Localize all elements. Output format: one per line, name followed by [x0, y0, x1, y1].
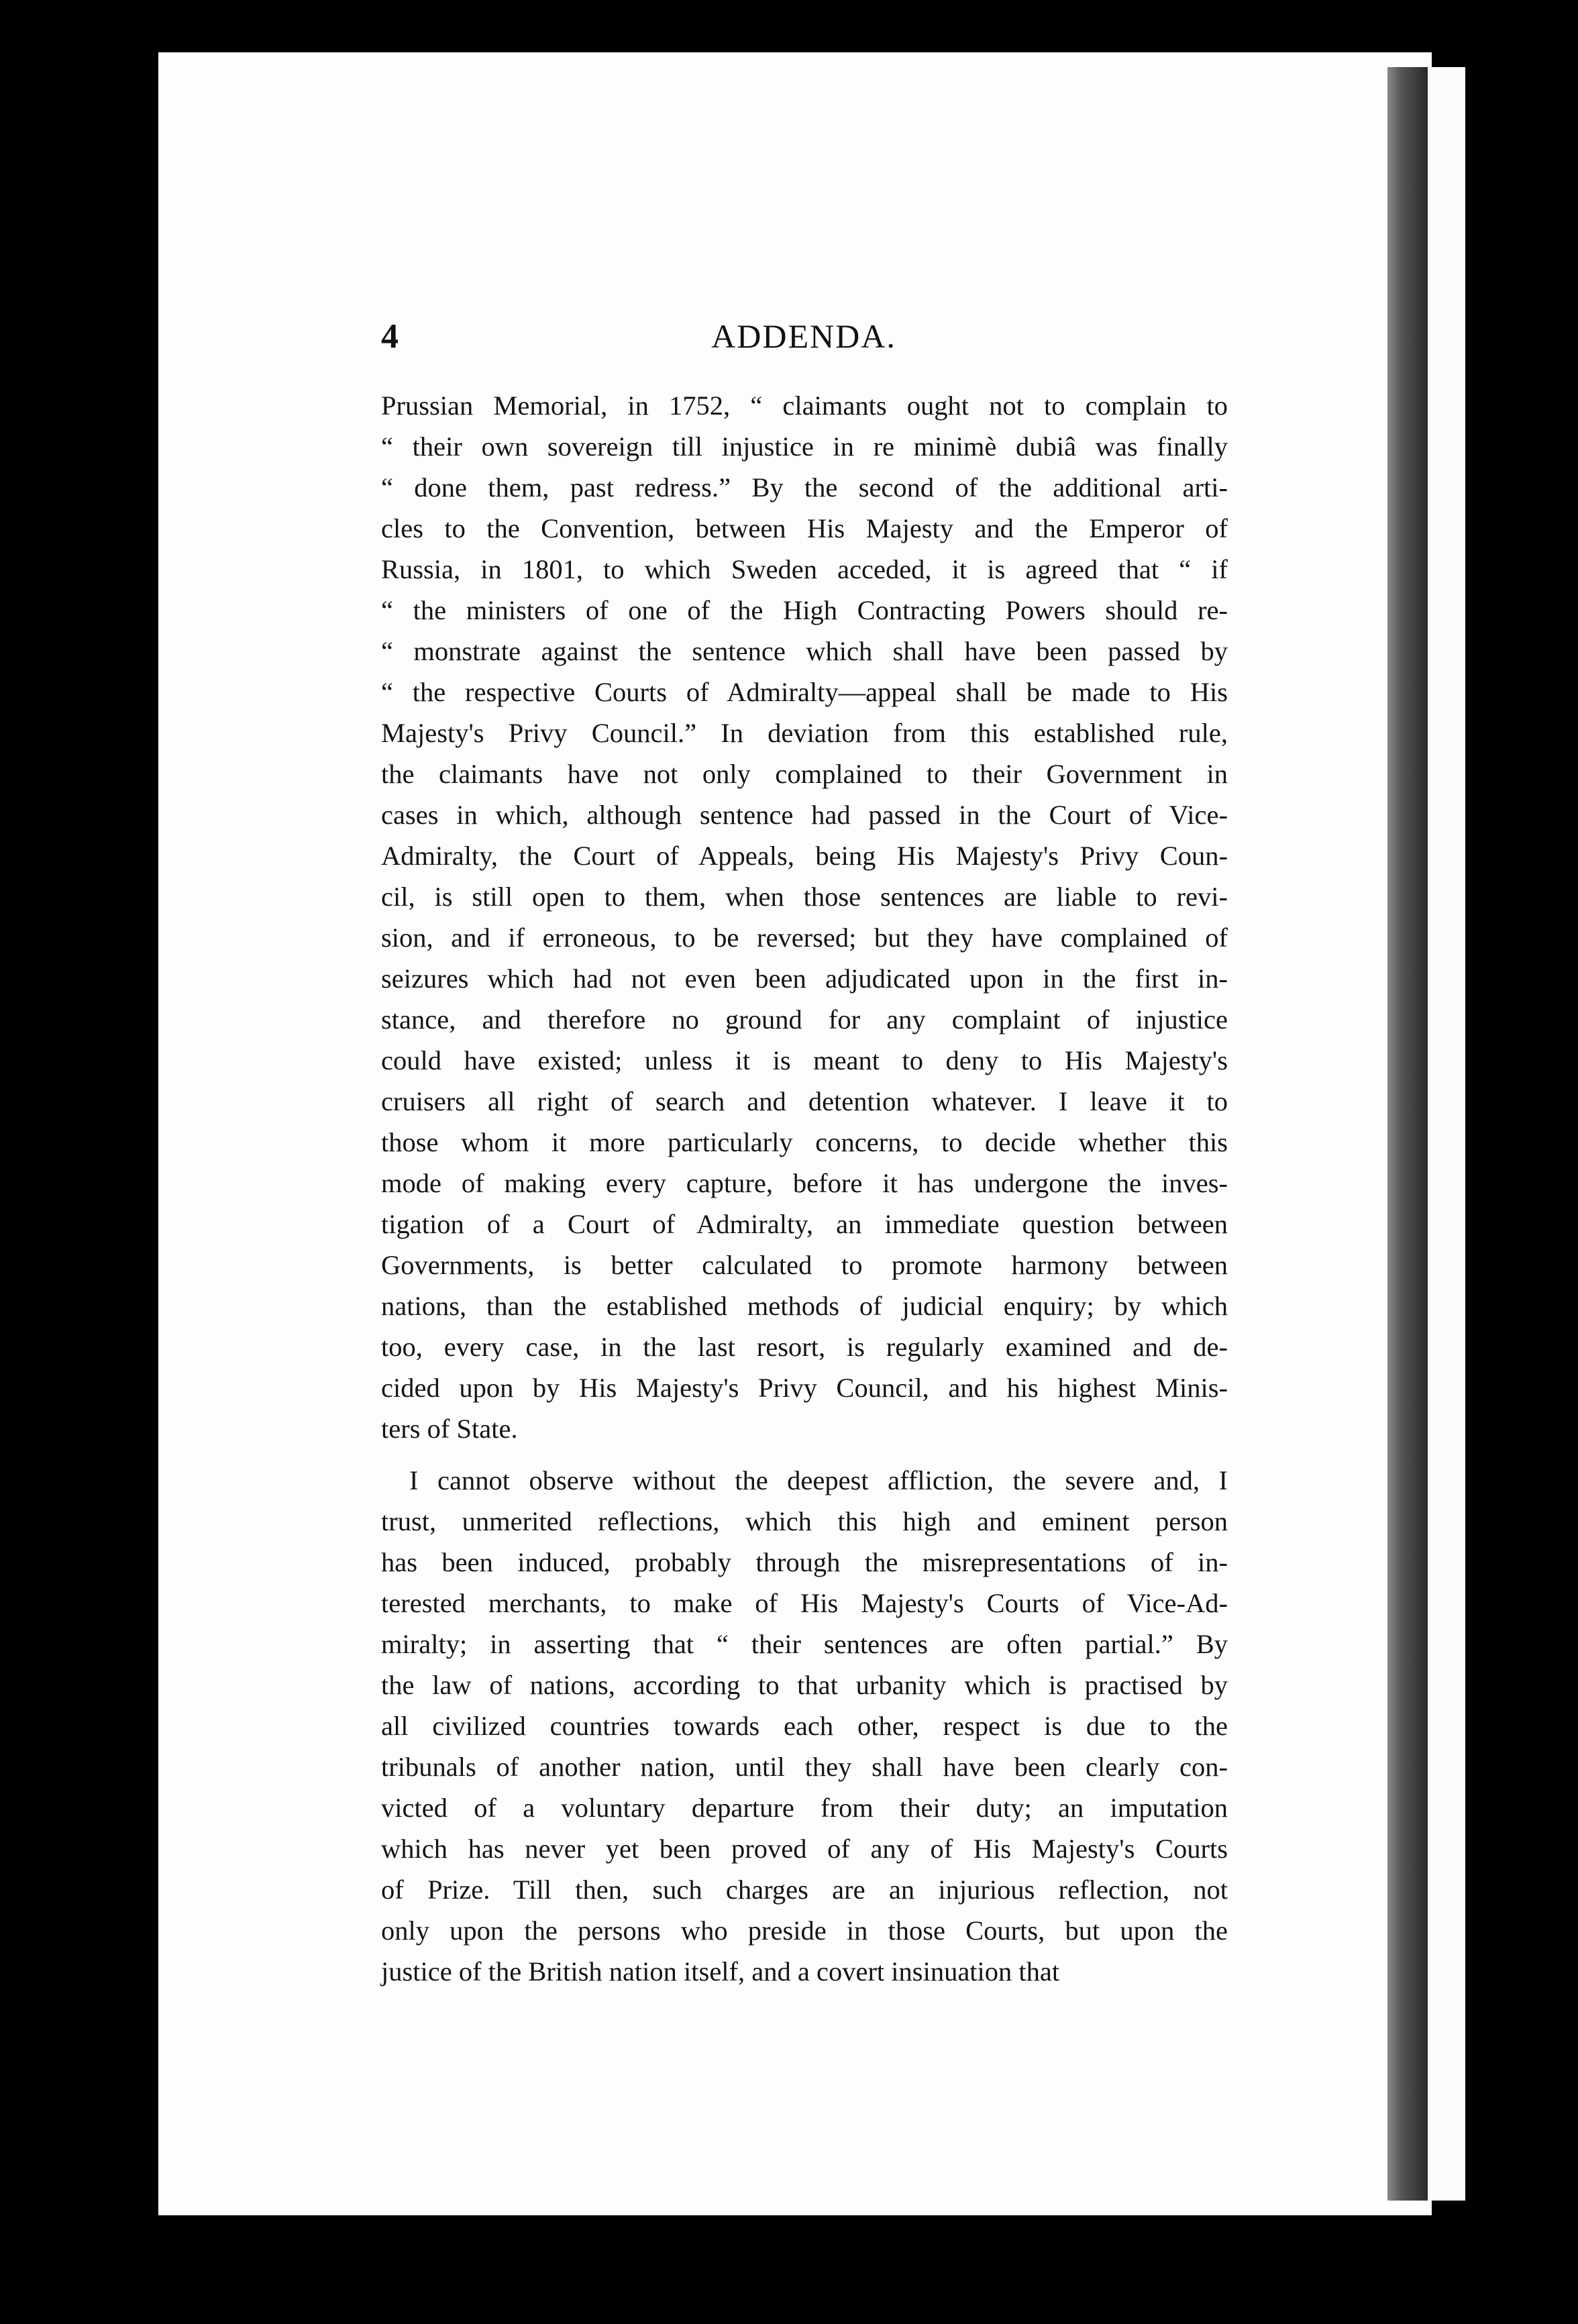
- text-line: Russia, in 1801, to which Sweden acceded, it is agreed that “ if: [381, 554, 1228, 584]
- text-line: terested merchants, to make of His Majesty's Courts of Vice-Ad-: [381, 1588, 1228, 1618]
- text-line: only upon the persons who preside in those Courts, but upon the: [381, 1915, 1228, 1946]
- text-line: of Prize. Till then, such charges are an injurious reflection, not: [381, 1874, 1228, 1905]
- text-line: “ the ministers of one of the High Contracting Powers should re-: [381, 595, 1228, 625]
- text-line: justice of the British nation itself, and a covert insinuation that: [381, 1956, 1060, 1987]
- text-line: cles to the Convention, between His Majesty and the Emperor of: [381, 513, 1228, 543]
- text-line: “ monstrate against the sentence which shall have been passed by: [381, 636, 1228, 666]
- binding-gutter-shadow: [1387, 67, 1428, 2201]
- text-line: Prussian Memorial, in 1752, “ claimants ought not to complain to: [381, 390, 1228, 421]
- text-line: Majesty's Privy Council.” In deviation from this established rule,: [381, 718, 1228, 748]
- text-line: tigation of a Court of Admiralty, an immediate question between: [381, 1209, 1228, 1239]
- text-line: cided upon by His Majesty's Privy Council, and his highest Minis-: [381, 1373, 1228, 1403]
- text-line: Governments, is better calculated to promote harmony between: [381, 1250, 1228, 1280]
- text-line: too, every case, in the last resort, is regularly examined and de-: [381, 1332, 1228, 1362]
- text-line: cruisers all right of search and detention whatever. I leave it to: [381, 1086, 1228, 1116]
- text-line: those whom it more particularly concerns, to decide whether this: [381, 1127, 1228, 1157]
- page-number: 4: [381, 317, 399, 356]
- text-line: the claimants have not only complained to their Government in: [381, 759, 1228, 789]
- text-line: “ done them, past redress.” By the second of the additional arti-: [381, 472, 1228, 503]
- text-line: miralty; in asserting that “ their sentences are often partial.” By: [381, 1629, 1228, 1659]
- text-line: victed of a voluntary departure from their duty; an imputation: [381, 1793, 1228, 1823]
- text-line: “ their own sovereign till injustice in re minimè dubiâ was finally: [381, 431, 1228, 462]
- text-line: trust, unmerited reflections, which this high and eminent person: [381, 1506, 1228, 1536]
- text-line: has been induced, probably through the misrepresentations of in-: [381, 1547, 1228, 1577]
- facing-page-edge: [1428, 67, 1465, 2201]
- text-line: sion, and if erroneous, to be reversed; but they have complained of: [381, 922, 1228, 953]
- text-line: ters of State.: [381, 1414, 518, 1444]
- text-line: stance, and therefore no ground for any complaint of injustice: [381, 1004, 1228, 1035]
- text-line: seizures which had not even been adjudicated upon in the first in-: [381, 963, 1228, 994]
- paragraph-1: [381, 385, 1228, 1449]
- text-line: nations, than the established methods of judicial enquiry; by which: [381, 1291, 1228, 1321]
- text-line: cil, is still open to them, when those sentences are liable to revi-: [381, 882, 1228, 912]
- text-line: “ the respective Courts of Admiralty—appeal shall be made to His: [381, 677, 1228, 707]
- text-line: tribunals of another nation, until they shall have been clearly con-: [381, 1752, 1228, 1782]
- text-line: mode of making every capture, before it has undergone the inves-: [381, 1168, 1228, 1198]
- text-line: cases in which, although sentence had passed in the Court of Vice-: [381, 800, 1228, 830]
- text-line: which has never yet been proved of any of His Majesty's Courts: [381, 1834, 1228, 1864]
- body-text: [381, 385, 1228, 1992]
- page-header: [381, 317, 1226, 364]
- text-line: Admiralty, the Court of Appeals, being His Majesty's Privy Coun-: [381, 841, 1228, 871]
- text-line: could have existed; unless it is meant to deny to His Majesty's: [381, 1045, 1228, 1075]
- paragraph-2: [381, 1460, 1228, 1992]
- text-line: the law of nations, according to that urbanity which is practised by: [381, 1670, 1228, 1700]
- text-line: all civilized countries towards each other, respect is due to the: [381, 1711, 1228, 1741]
- running-head: ADDENDA.: [711, 317, 896, 355]
- text-line: I cannot observe without the deepest affliction, the severe and, I: [409, 1465, 1228, 1495]
